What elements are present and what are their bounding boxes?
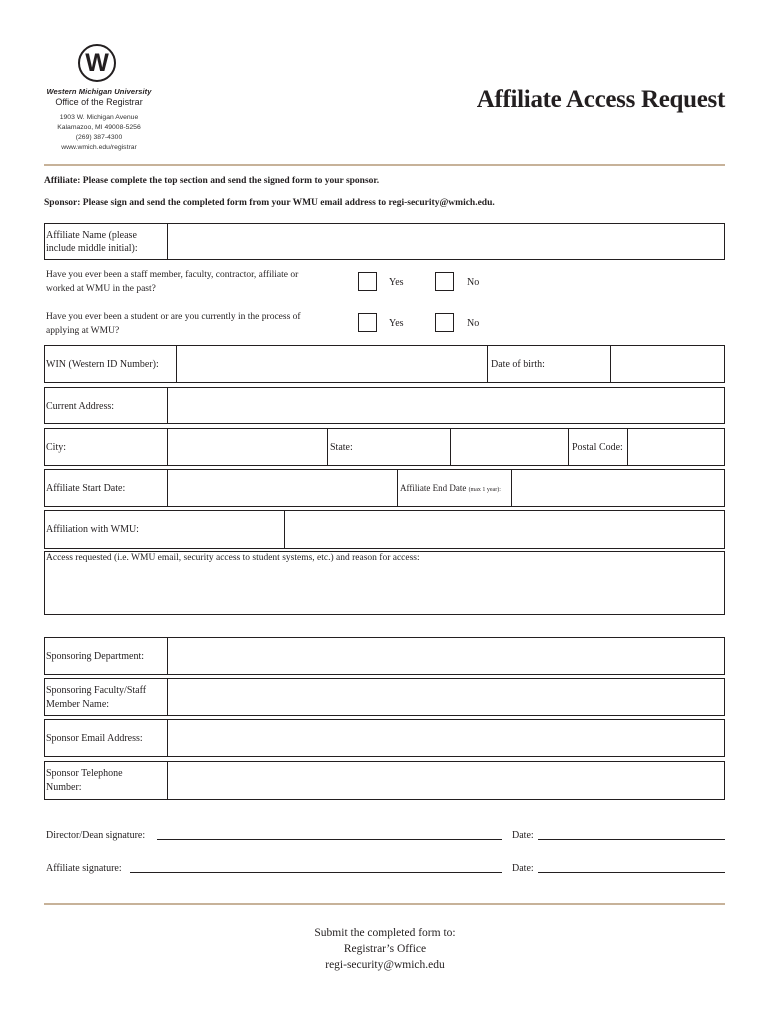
affiliation-field[interactable] (284, 510, 725, 549)
form-title: Affiliate Access Request (476, 86, 725, 113)
dob-field[interactable] (610, 345, 725, 383)
dob-label: Date of birth: (491, 359, 545, 370)
staff-yes-label: Yes (389, 277, 404, 288)
sponsor-phone-label-1: Sponsor Telephone (46, 768, 123, 779)
sponsoring-dept-label: Sponsoring Department: (46, 651, 145, 662)
student-yes-label: Yes (389, 318, 404, 329)
address-website: www.wmich.edu/registrar (61, 144, 137, 151)
city-field[interactable] (167, 428, 328, 466)
affiliate-name-label-2: include middle initial): (46, 243, 138, 254)
affiliate-signature-line[interactable] (130, 872, 502, 873)
director-signature-line[interactable] (157, 839, 502, 840)
staff-no-label: No (467, 277, 480, 288)
city-row (44, 428, 725, 466)
sponsor-phone-label-2: Number: (46, 782, 82, 793)
student-no-checkbox[interactable] (435, 313, 454, 332)
staff-no-checkbox[interactable] (435, 272, 454, 291)
sponsor-instruction: Sponsor: Please sign and send the completed form from your WMU email address to regi-security@wmich.edu. (44, 198, 495, 208)
address-city: Kalamazoo, MI 49008-5256 (57, 124, 141, 131)
sponsor-name-field[interactable] (167, 678, 725, 716)
access-requested-label: Access requested (i.e. WMU email, security access to student systems, etc.) and reason for access: (46, 553, 420, 563)
address-phone: (269) 387-4300 (75, 134, 123, 141)
student-yes-checkbox[interactable] (358, 313, 377, 332)
postal-code-label: Postal Code: (572, 442, 623, 453)
address-street: 1903 W. Michigan Avenue (59, 114, 139, 121)
city-label: City: (46, 442, 67, 453)
registrar-office: Registrar’s Office (343, 943, 427, 955)
affiliate-date-line[interactable] (538, 872, 725, 873)
affiliate-name-label-1: Affiliate Name (please (46, 230, 137, 241)
affiliate-date-label: Date: (512, 863, 534, 874)
state-field[interactable] (450, 428, 569, 466)
win-field[interactable] (176, 345, 488, 383)
submit-instruction: Submit the completed form to: (314, 927, 456, 939)
affiliation-label: Affiliation with WMU: (46, 524, 139, 535)
director-date-line[interactable] (538, 839, 725, 840)
header-divider (44, 164, 725, 166)
current-address-label: Current Address: (46, 401, 115, 412)
end-date-field[interactable] (511, 469, 725, 507)
end-date-label (400, 482, 501, 497)
end-date-note: (max 1 year): (468, 487, 501, 493)
director-signature-label: Director/Dean signature: (46, 830, 146, 841)
affiliate-signature-label: Affiliate signature: (46, 863, 122, 874)
sponsor-name-label-2: Member Name: (46, 699, 110, 710)
sponsor-phone-field[interactable] (167, 761, 725, 800)
win-label: WIN (Western ID Number): (46, 359, 159, 370)
question-student-line2: applying at WMU? (46, 326, 120, 336)
affiliate-instruction: Affiliate: Please complete the top section and send the signed form to your sponsor. (44, 176, 380, 186)
end-date-label-text: Affiliate End Date (400, 483, 467, 493)
start-date-field[interactable] (167, 469, 398, 507)
sponsor-name-label-1: Sponsoring Faculty/Staff (46, 685, 147, 696)
logo-letter: W (85, 48, 109, 77)
submit-email: regi-security@wmich.edu (325, 959, 445, 971)
office-name: Office of the Registrar (55, 97, 143, 107)
sponsor-email-field[interactable] (167, 719, 725, 757)
question-student-line1: Have you ever been a student or are you currently in the process of (46, 312, 301, 322)
question-staff-line2: worked at WMU in the past? (46, 284, 156, 294)
sponsoring-dept-field[interactable] (167, 637, 725, 675)
state-label: State: (330, 442, 353, 453)
student-no-label: No (467, 318, 480, 329)
affiliate-name-field[interactable] (167, 223, 725, 260)
wmu-logo (78, 44, 116, 82)
start-date-label: Affiliate Start Date: (46, 483, 126, 494)
staff-yes-checkbox[interactable] (358, 272, 377, 291)
director-date-label: Date: (512, 830, 534, 841)
postal-code-field[interactable] (627, 428, 725, 466)
current-address-field[interactable] (167, 387, 725, 424)
sponsor-email-label: Sponsor Email Address: (46, 733, 143, 744)
university-name: Western Michigan University (46, 87, 152, 96)
footer-divider (44, 903, 725, 905)
question-staff-line1: Have you ever been a staff member, faculty, contractor, affiliate or (46, 270, 299, 280)
